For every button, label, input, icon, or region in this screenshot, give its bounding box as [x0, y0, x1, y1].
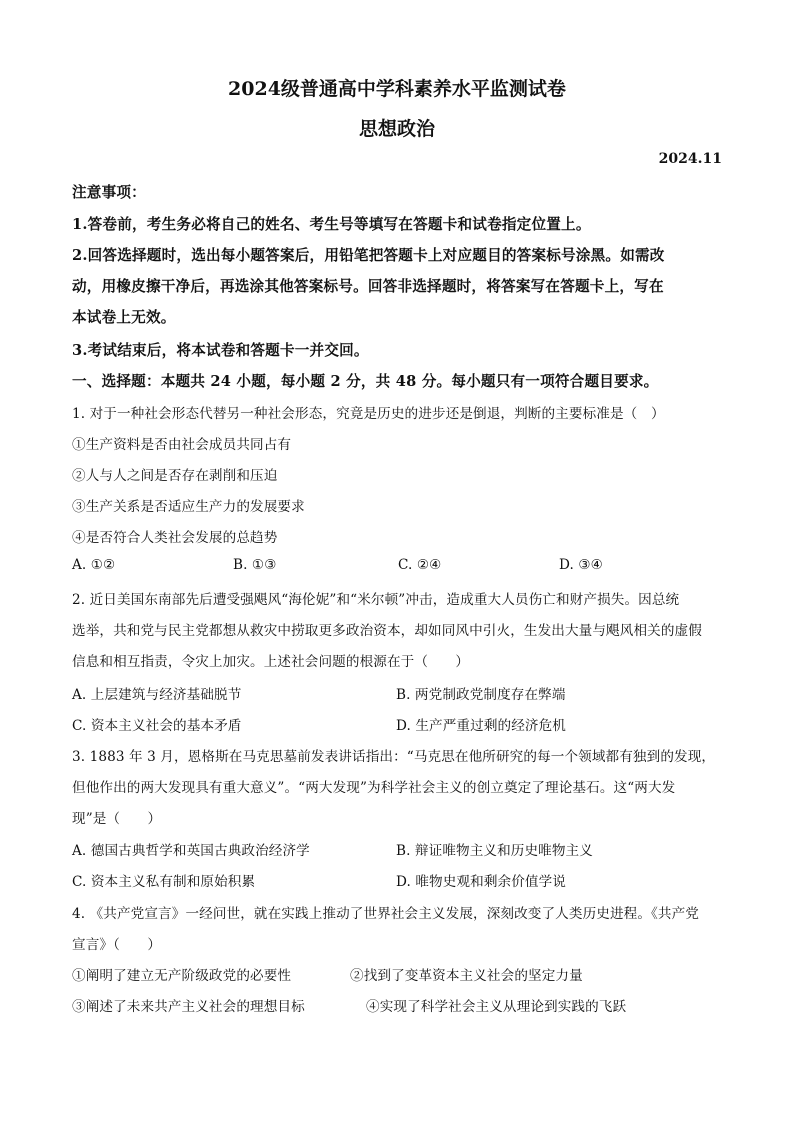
- q3-option-a: A. 德国古典哲学和英国古典政治经济学: [72, 843, 310, 859]
- q4-stem-line-2: 宣言》（ ）: [72, 937, 162, 953]
- q3-option-b: B. 辩证唯物主义和历史唯物主义: [396, 843, 593, 859]
- q2-stem-line-3: 信息和相互指责，令灾上加灾。上述社会问题的根源在于（ ）: [72, 654, 470, 670]
- q3-option-c: C. 资本主义私有制和原始积累: [72, 874, 256, 890]
- q2-option-d: D. 生产严重过剩的经济危机: [396, 718, 566, 734]
- q4-statement-4: ④实现了科学社会主义从理论到实践的飞跃: [366, 999, 627, 1015]
- subject-title: 思想政治: [358, 118, 435, 140]
- q3-stem-line-1: 3. 1883 年 3 月，恩格斯在马克思墓前发表讲话指出：“马克思在他所研究的每一个领域都有独到的发现，: [72, 749, 716, 765]
- notice-heading: 注意事项：: [72, 184, 146, 201]
- q2-stem-line-1: 2. 近日美国东南部先后遭受强飓风“海伦妮”和“米尔顿”冲击，造成重大人员伤亡和财产损失。因总统: [72, 592, 680, 608]
- q1-statement-3: ③生产关系是否适应生产力的发展要求: [72, 499, 305, 515]
- notice-item-2-line-2: 动，用橡皮擦干净后，再选涂其他答案标号。回答非选择题时，将答案写在答题卡上，写在: [72, 278, 664, 295]
- q1-option-c: C. ②④: [398, 557, 442, 573]
- section-heading: 一、选择题：本题共 24 小题，每小题 2 分，共 48 分。每小题只有一项符合题目要求。: [72, 373, 659, 390]
- q1-stem: 1. 对于一种社会形态代替另一种社会形态，究竟是历史的进步还是倒退，判断的主要标准是（ ）: [72, 406, 665, 422]
- q2-option-b: B. 两党制政党制度存在弊端: [396, 687, 566, 703]
- q1-option-a: A. ①②: [72, 557, 116, 573]
- q1-option-d: D. ③④: [559, 557, 603, 573]
- q3-option-d: D. 唯物史观和剩余价值学说: [396, 874, 566, 890]
- q2-option-a: A. 上层建筑与经济基础脱节: [72, 687, 242, 703]
- q2-stem-line-2: 选举，共和党与民主党都想从救灾中捞取更多政治资本，却如同风中引火，生发出大量与飓风相关的虚假: [72, 623, 702, 639]
- q1-statement-4: ④是否符合人类社会发展的总趋势: [72, 530, 278, 546]
- notice-item-2-line-3: 本试卷上无效。: [72, 309, 176, 326]
- exam-title: 2024级普通高中学科素养水平监测试卷: [228, 78, 566, 100]
- q2-option-c: C. 资本主义社会的基本矛盾: [72, 718, 242, 734]
- q1-statement-1: ①生产资料是否由社会成员共同占有: [72, 437, 292, 453]
- notice-item-3: 3.考试结束后，将本试卷和答题卡一并交回。: [72, 342, 369, 359]
- exam-date: 2024.11: [658, 151, 722, 167]
- notice-item-1: 1.答卷前，考生务必将自己的姓名、考生号等填写在答题卡和试卷指定位置上。: [72, 216, 591, 233]
- q4-statement-1: ①阐明了建立无产阶级政党的必要性: [72, 968, 292, 984]
- notice-item-2-line-1: 2.回答选择题时，选出每小题答案后，用铅笔把答题卡上对应题目的答案标号涂黑。如需改: [72, 247, 665, 264]
- q4-statement-2: ②找到了变革资本主义社会的坚定力量: [350, 968, 583, 984]
- q4-stem-line-1: 4. 《共产党宣言》一经问世，就在实践上推动了世界社会主义发展，深刻改变了人类历史进程。《共产党: [72, 906, 700, 922]
- q3-stem-line-3: 现”是（ ）: [72, 811, 162, 827]
- q1-statement-2: ②人与人之间是否存在剥削和压迫: [72, 468, 278, 484]
- q3-stem-line-2: 但他作出的两大发现具有重大意义”。“两大发现”为科学社会主义的创立奠定了理论基石。这“两大发: [72, 780, 676, 796]
- q1-option-b: B. ①③: [233, 557, 277, 573]
- q4-statement-3: ③阐述了未来共产主义社会的理想目标: [72, 999, 305, 1015]
